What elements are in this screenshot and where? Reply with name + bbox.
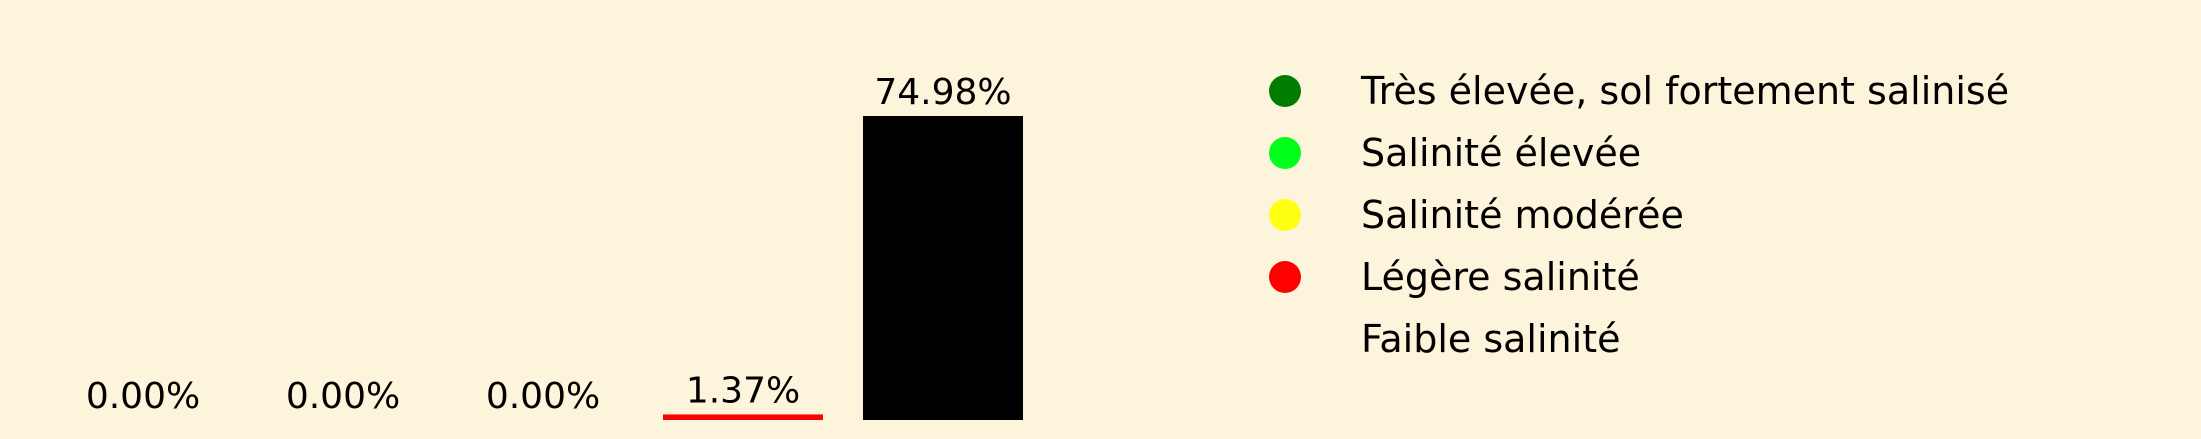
bar-value-label-5: 74.98% — [874, 72, 1012, 113]
legend-marker-2 — [1269, 137, 1301, 169]
legend-label-2: Salinité élevée — [1361, 131, 1642, 175]
legend-marker-4 — [1269, 261, 1301, 293]
legend-label-4: Légère salinité — [1361, 255, 1640, 299]
bar-value-label-3: 0.00% — [485, 376, 601, 417]
legend-marker-1 — [1269, 75, 1301, 107]
legend — [1269, 69, 2009, 361]
legend-marker-5 — [1269, 323, 1301, 355]
legend-label-3: Salinité modérée — [1361, 193, 1684, 237]
legend-label-5: Faible salinité — [1361, 317, 1621, 361]
bar-value-label-2: 0.00% — [285, 376, 401, 417]
bar-4 — [663, 414, 823, 420]
legend-label-1: Très élevée, sol fortement salinisé — [1361, 69, 2010, 113]
bar-value-label-4: 1.37% — [685, 370, 801, 412]
legend-marker-3 — [1269, 199, 1301, 231]
bar-value-label-1: 0.00% — [85, 376, 201, 417]
bar-5 — [863, 116, 1023, 420]
